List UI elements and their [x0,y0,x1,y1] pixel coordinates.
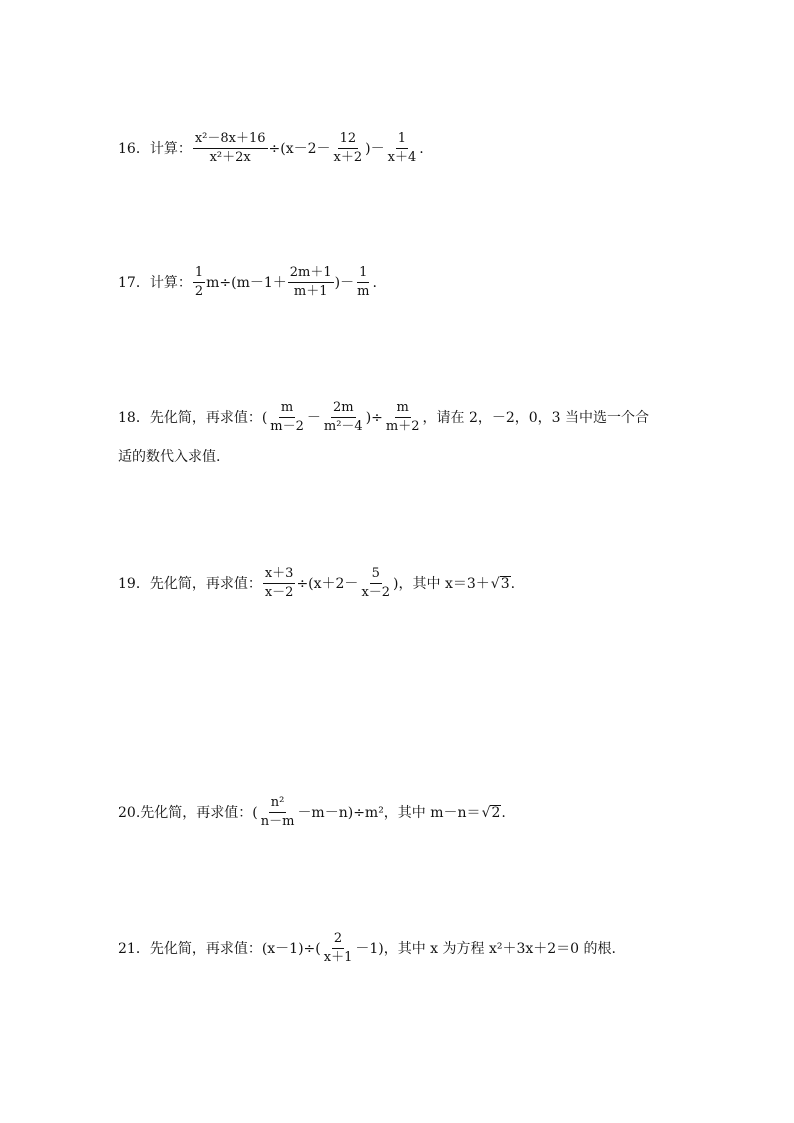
problem-18 [118,400,649,435]
problem-21-tail: －1)，其中 x 为方程 x²＋3x＋2＝0 的根. [355,940,616,957]
fraction-numerator: 2m [331,400,356,418]
fraction-denominator: x＋4 [387,150,417,165]
problem-19-tail: . [510,575,516,592]
problem-16-fraction-2 [332,131,365,166]
fraction-numerator: n² [269,795,287,813]
radicand: 2 [491,804,501,821]
fraction-denominator: m＋2 [385,419,420,434]
radical-sign-icon: √ [481,804,491,821]
problem-19-text-1: ÷(x＋2－ [296,575,359,592]
problem-17-fraction-1 [193,265,205,300]
fraction-numerator: 1 [396,131,408,149]
problem-17-fraction-2 [288,265,334,300]
problem-16-fraction-3 [386,131,419,166]
fraction-numerator: 2m＋1 [288,265,334,283]
fraction-denominator: 2 [194,284,204,299]
fraction-denominator: n－m [260,814,295,829]
problem-18-lead: 18．先化简，再求值：( [118,409,268,426]
problem-18-fraction-2 [322,400,365,435]
problem-19-lead: 19．先化简，再求值： [118,575,262,592]
problem-21-lead: 21．先化简，再求值：(x－1)÷( [118,940,321,957]
problem-16-tail: . [419,140,424,157]
problem-20-tail: . [501,804,506,821]
radical-sign-icon: √ [490,575,500,592]
problem-18-text-1: － [306,409,321,426]
fraction-numerator: 12 [338,131,359,149]
fraction-numerator: x²－8x＋16 [193,131,268,149]
problem-19-fraction-1 [263,566,296,601]
problem-16-fraction-1 [193,131,268,166]
problem-19-text-2: )，其中 x＝3＋ [393,575,490,592]
problem-20-text-1: －m－n)÷m²，其中 m－n＝ [297,804,481,821]
fraction-denominator: x－2 [264,585,294,600]
fraction-denominator: m [357,284,370,299]
fraction-numerator: m [395,400,411,418]
problem-20 [118,795,506,830]
radicand: 3 [500,575,510,592]
problem-17-text-1: m÷(m－1＋ [206,274,287,291]
fraction-numerator: 5 [370,566,382,584]
problem-16-text-2: )－ [365,140,385,157]
problem-18-fraction-1 [268,400,306,435]
fraction-denominator: m－2 [270,419,304,434]
fraction-numerator: 1 [193,265,205,283]
fraction-numerator: x＋3 [263,566,296,584]
square-root [491,576,511,592]
problem-18-line-2: 适的数代入求值. [118,449,221,465]
fraction-denominator: m＋1 [293,284,328,299]
problem-16-text-1: ÷(x－2－ [268,140,331,157]
problem-17-lead: 17．计算： [118,274,192,291]
fraction-denominator: x＋1 [323,950,353,965]
problem-20-fraction-1 [259,795,297,830]
fraction-denominator: x－2 [361,585,391,600]
fraction-denominator: m²－4 [323,419,363,434]
problem-17-text-2: )－ [334,274,355,291]
problem-21 [118,931,616,966]
problem-21-fraction-1 [322,931,355,966]
fraction-denominator: x²＋2x [209,150,251,165]
problem-17-tail: . [372,274,377,291]
problem-19-fraction-2 [359,566,392,601]
problem-17 [118,265,377,300]
problem-16-lead: 16．计算： [118,140,192,157]
problem-16 [118,131,424,166]
problem-19 [118,566,515,601]
square-root [482,805,502,821]
fraction-numerator: m [279,400,295,418]
problem-18-tail: ，请在 2，－2，0，3 当中选一个合 [422,409,650,426]
problem-18-text-2: )÷ [365,409,383,426]
fraction-numerator: 2 [332,931,344,949]
problem-20-lead: 20.先化简，再求值：( [118,804,258,821]
fraction-numerator: 1 [357,265,369,283]
fraction-denominator: x＋2 [333,150,363,165]
problem-17-fraction-3 [355,265,371,300]
problem-18-fraction-3 [384,400,422,435]
